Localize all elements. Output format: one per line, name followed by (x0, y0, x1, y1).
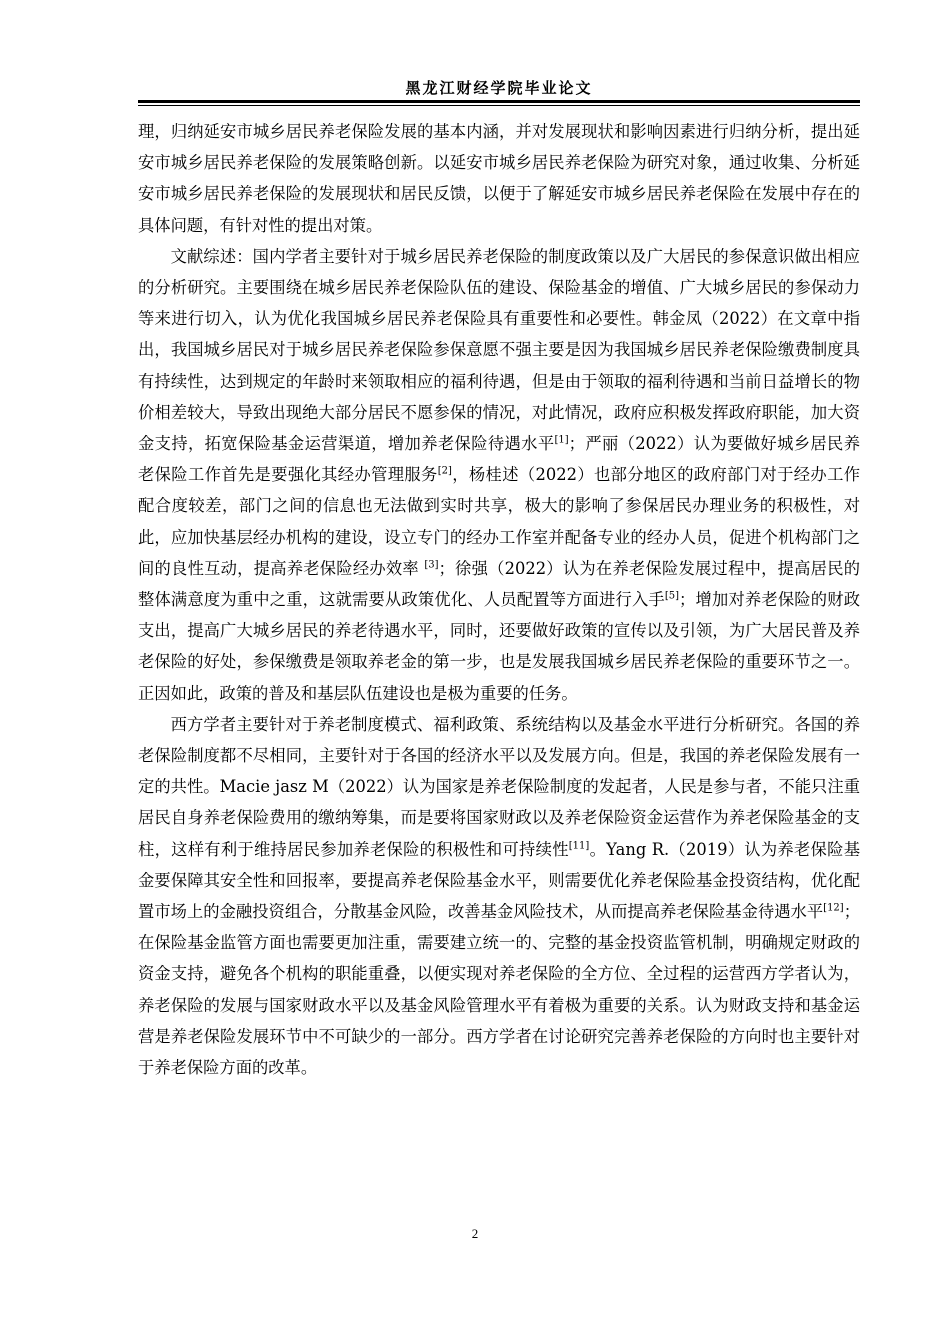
text-run: 理，归纳延安市城乡居民养老保险发展的基本内涵，并对发展现状和影响因素进行归纳分析，提出延安市城乡居民养老保险的发展策略创新。以延安市城乡居民养老保险为研究对象，通过收集、分析延安市城乡居民养老保险的发展现状和居民反馈，以便于了解延安市城乡居民养老保险在发展中存在的具体问题，有针对性的提出对策。 (138, 122, 860, 235)
text-run: ；徐强（2022）认为在养老保险发展过程中，提高居民的整体满意度为重中之重，这就需要从政策优化、人员配置等方面进行入手 (138, 558, 861, 610)
citation-ref: [3] (424, 559, 439, 571)
citation-ref: [1] (554, 434, 569, 446)
page-header-title: 黑龙江财经学院毕业论文 (405, 79, 593, 97)
text-run: ；增加对养老保险的财政支出，提高广大城乡居民的养老待遇水平，同时，还要做好政策的宣传以及引领，为广大居民普及养老保险的好处，参保缴费是领取养老金的第一步，也是发展我国城乡居民养老保险的重要环节之一。正因如此，政策的普及和基层队伍建设也是极为重要的任务。 (138, 590, 860, 703)
citation-ref: [5] (664, 590, 680, 602)
citation-ref: [12] (823, 902, 844, 914)
body-text (138, 116, 860, 1083)
text-run: 。Yang R.（2019）认为养老保险基金要保障其安全性和回报率，要提高养老保险基金水平，则需要优化养老保险基金投资结构，优化配置市场上的金融投资组合，分散基金风险，改善基金风险技术，从而提高养老保险基金待遇水平 (138, 839, 860, 922)
header-rule-thick (138, 100, 860, 103)
paragraph-western-literature (138, 709, 860, 1083)
page-number: 2 (471, 1226, 479, 1241)
paragraph-intro-continuation (138, 116, 860, 241)
header-rule-thin (138, 105, 860, 106)
text-run: 西方学者主要针对于养老制度模式、福利政策、系统结构以及基金水平进行分析研究。各国的养老保险制度都不尽相同，主要针对于各国的经济水平以及发展方向。但是，我国的养老保险发展有一定的共性。Macie jasz M（2022）认为国家是养老保险制度的发起者，人民是参与者，不能只注重居民自身养老保险费用的缴纳筹集，而是要将国家财政以及养老保险资金运营作为养老保险基金的支柱，这样有利于维持居民参加养老保险的积极性和可持续性 (138, 714, 860, 859)
text-run: ；严丽（2022）认为要做好城乡居民养老保险工作首先是要强化其经办管理服务 (138, 434, 860, 485)
text-run: ，杨桂述（2022）也部分地区的政府部门对于经办工作配合度较差，部门之间的信息也无法做到实时共享，极大的影响了参保居民办理业务的积极性，对此，应加快基层经办机构的建设，设立专门的经办工作室并配备专业的经办人员，促进个机构部门之间的良性互动，提高养老保险经办效率 (138, 465, 861, 578)
citation-ref: [11] (568, 840, 590, 852)
citation-ref: [2] (437, 465, 452, 477)
paragraph-domestic-literature (138, 241, 860, 709)
text-run: ；在保险基金监管方面也需要更加注重，需要建立统一的、完整的基金投资监管机制，明确规定财政的资金支持，避免各个机构的职能重叠，以便实现对养老保险的全方位、全过程的运营西方学者认为，养老保险的发展与国家财政水平以及基金风险管理水平有着极为重要的关系。认为财政支持和基金运营是养老保险发展环节中不可缺少的一部分。西方学者在讨论研究完善养老保险的方向时也主要针对于养老保险方面的改革。 (138, 902, 860, 1078)
text-run: 文献综述：国内学者主要针对于城乡居民养老保险的制度政策以及广大居民的参保意识做出相应的分析研究。主要围绕在城乡居民养老保险队伍的建设、保险基金的增值、广大城乡居民的参保动力等来进行切入，认为优化我国城乡居民养老保险具有重要性和必要性。韩金凤（2022）在文章中指出，我国城乡居民对于城乡居民养老保险参保意愿不强主要是因为我国城乡居民养老保险缴费制度具有持续性，达到规定的年龄时来领取相应的福利待遇，但是由于领取的福利待遇和当前日益增长的物价相差较大，导致出现绝大部分居民不愿参保的情况，对此情况，政府应积极发挥政府职能，加大资金支持，拓宽保险基金运营渠道，增加养老保险待遇水平 (138, 246, 860, 454)
